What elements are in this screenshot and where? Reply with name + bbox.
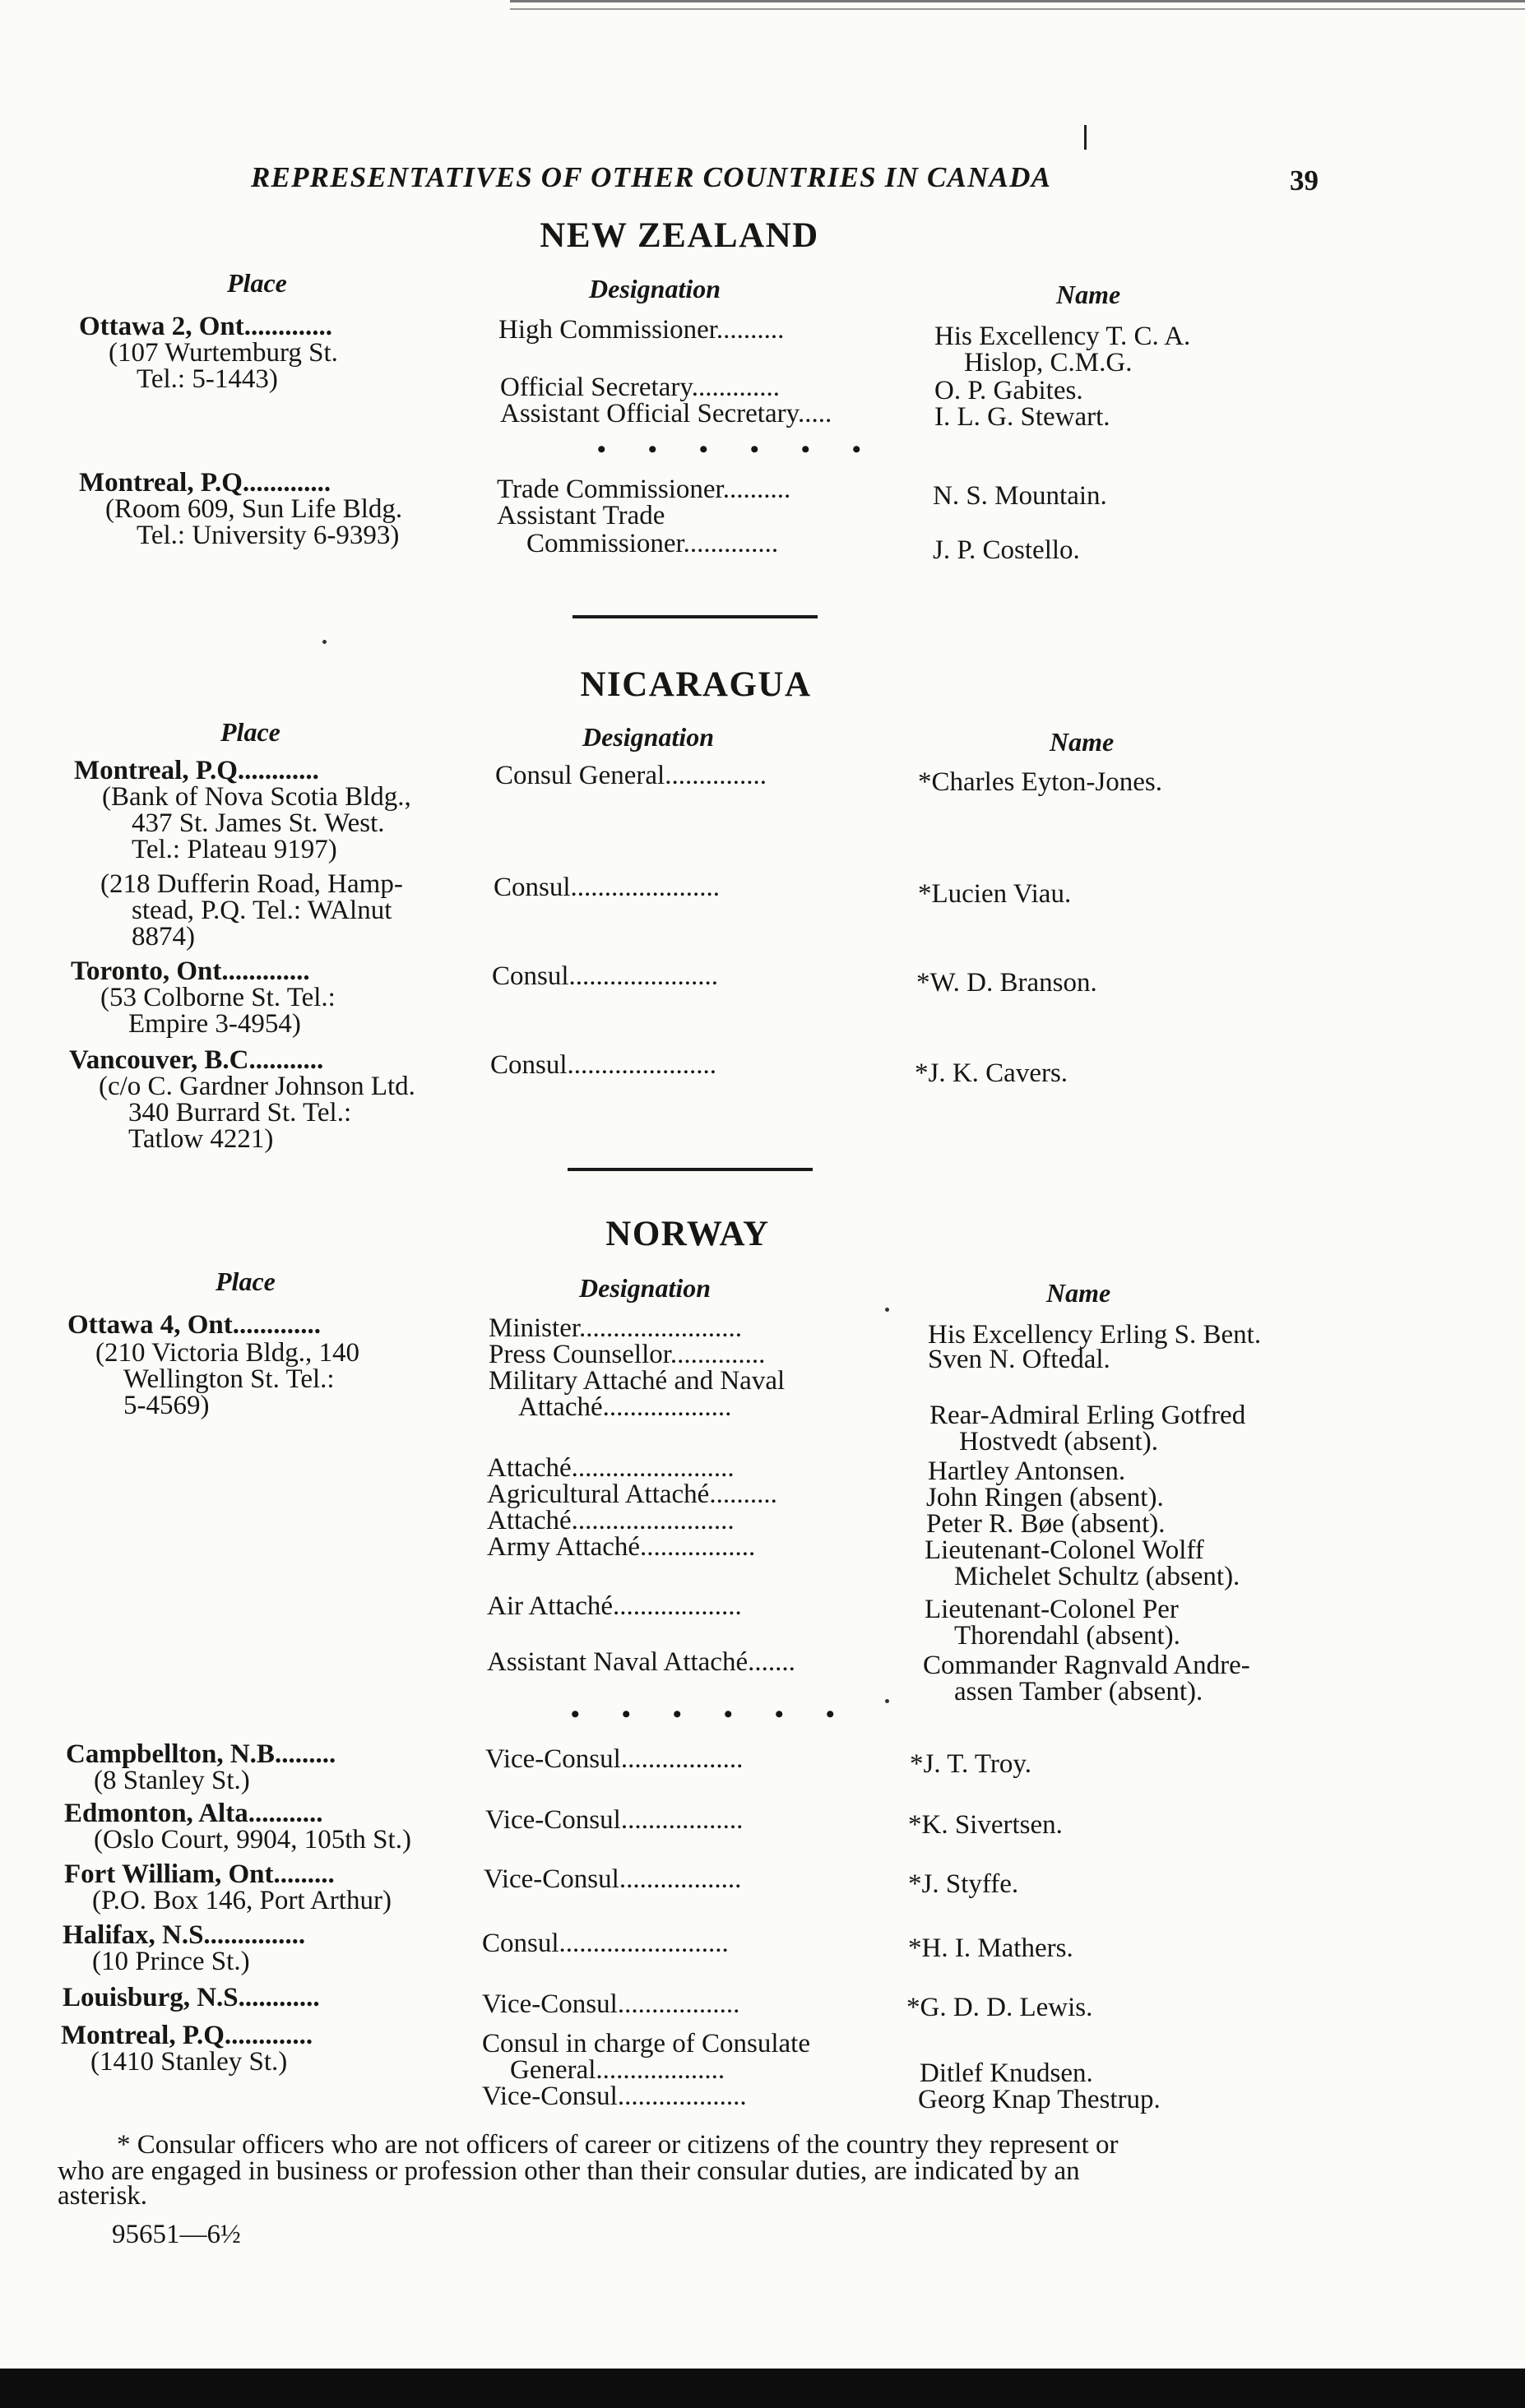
print-code: 95651—6½: [112, 2220, 241, 2249]
name: Michelet Schultz (absent).: [954, 1562, 1240, 1591]
place-city: Louisburg, N.S............: [63, 1983, 320, 2012]
designation: Official Secretary.............: [500, 373, 780, 402]
name: *Lucien Viau.: [918, 879, 1072, 909]
place-telephone: Tel.: 5-1443): [137, 364, 278, 394]
name: *Charles Eyton-Jones.: [918, 767, 1162, 797]
name: Hostvedt (absent).: [959, 1427, 1158, 1456]
place-address: 340 Burrard St. Tel.:: [128, 1098, 352, 1128]
place-address: (Bank of Nova Scotia Bldg.,: [102, 782, 411, 812]
designation: Trade Commissioner..........: [497, 475, 791, 504]
scan-edge-bottom: [0, 2369, 1525, 2408]
designation: Vice-Consul..................: [482, 1989, 740, 2019]
place-city: Montreal, P.Q.............: [61, 2021, 313, 2050]
name: Lieutenant-Colonel Wolff: [925, 1535, 1204, 1565]
designation: Air Attaché...................: [487, 1591, 742, 1621]
designation: Consul General...............: [495, 761, 767, 790]
place-city: Ottawa 4, Ont.............: [67, 1310, 321, 1340]
place-city: Halifax, N.S...............: [63, 1920, 306, 1950]
designation: Consul in charge of Consulate: [482, 2029, 810, 2058]
place-address: (107 Wurtemburg St.: [109, 338, 338, 368]
place-address: Wellington St. Tel.:: [123, 1364, 335, 1394]
place-address: (Room 609, Sun Life Bldg.: [105, 494, 403, 524]
place-city: Ottawa 2, Ont.............: [79, 312, 332, 341]
place-address: (1410 Stanley St.): [90, 2047, 288, 2077]
section-divider-dots: • • • • • •: [597, 436, 879, 463]
country-heading-norway: NORWAY: [605, 1215, 770, 1253]
name: I. L. G. Stewart.: [934, 402, 1110, 432]
designation: Attaché........................: [487, 1506, 735, 1535]
name: J. P. Costello.: [933, 535, 1080, 565]
designation: Minister........................: [489, 1313, 743, 1343]
place-address: (P.O. Box 146, Port Arthur): [92, 1886, 392, 1915]
margin-tick-mark: [1084, 125, 1087, 150]
designation: Consul......................: [490, 1050, 717, 1080]
name: Ditlef Knudsen.: [920, 2058, 1093, 2088]
place-address: (Oslo Court, 9904, 105th St.): [94, 1825, 411, 1855]
place-telephone: Tel.: University 6-9393): [137, 521, 400, 550]
designation: Military Attaché and Naval: [489, 1366, 786, 1396]
column-header-name: Name: [1046, 1278, 1111, 1308]
place-telephone: Tatlow 4221): [128, 1124, 274, 1154]
place-address: (8 Stanley St.): [94, 1766, 250, 1795]
page-number: 39: [1290, 164, 1319, 197]
place-city: Toronto, Ont.............: [71, 956, 310, 986]
print-speck: [322, 640, 327, 644]
print-speck: [885, 1308, 889, 1312]
place-city: Campbellton, N.B.........: [66, 1739, 336, 1769]
footnote-line: who are engaged in business or profession other than their consular duties, are indicated by an: [58, 2156, 1080, 2186]
designation: Commissioner..............: [526, 529, 779, 558]
designation: Consul.........................: [482, 1929, 729, 1958]
name: *J. K. Cavers.: [915, 1058, 1068, 1088]
designation: Press Counsellor..............: [489, 1340, 766, 1369]
designation: General...................: [510, 2055, 725, 2085]
column-header-designation: Designation: [579, 1273, 712, 1303]
name: *G. D. D. Lewis.: [906, 1993, 1093, 2022]
name: *W. D. Branson.: [916, 968, 1097, 998]
designation: Attaché........................: [487, 1453, 735, 1483]
footnote-line: * Consular officers who are not officers of career or citizens of the country they represent or: [117, 2130, 1119, 2160]
column-header-name: Name: [1050, 727, 1115, 757]
place-address: (210 Victoria Bldg., 140: [95, 1338, 359, 1368]
column-header-place: Place: [227, 268, 287, 298]
name: Rear-Admiral Erling Gotfred: [929, 1401, 1246, 1430]
designation: Assistant Official Secretary.....: [500, 399, 832, 428]
place-address: (10 Prince St.): [92, 1947, 250, 1976]
column-header-place: Place: [220, 717, 280, 747]
name: N. S. Mountain.: [933, 481, 1107, 511]
name: Georg Knap Thestrup.: [918, 2085, 1161, 2114]
name: Hartley Antonsen.: [928, 1456, 1126, 1486]
section-divider-dots: • • • • • •: [571, 1701, 853, 1728]
place-telephone: Tel.: Plateau 9197): [132, 835, 337, 864]
place-city: Montreal, P.Q.............: [79, 468, 331, 498]
place-telephone: 5-4569): [123, 1391, 210, 1420]
place-address: stead, P.Q. Tel.: WAlnut: [132, 896, 392, 925]
name: Peter R. Bøe (absent).: [926, 1509, 1166, 1539]
footnote-line: asterisk.: [58, 2181, 148, 2211]
designation: Assistant Naval Attaché.......: [487, 1647, 795, 1677]
place-city: Edmonton, Alta...........: [64, 1799, 323, 1828]
designation: Vice-Consul..................: [484, 1864, 742, 1894]
name: Hislop, C.M.G.: [964, 348, 1133, 377]
section-rule: [568, 1168, 813, 1171]
place-address: (218 Dufferin Road, Hamp-: [100, 869, 403, 899]
place-city: Fort William, Ont.........: [64, 1859, 335, 1889]
column-header-designation: Designation: [582, 722, 715, 752]
designation: Consul......................: [492, 961, 719, 991]
place-address: 437 St. James St. West.: [132, 808, 385, 838]
designation: Vice-Consul..................: [485, 1805, 744, 1835]
designation: High Commissioner..........: [498, 315, 785, 345]
designation: Assistant Trade: [497, 501, 665, 530]
place-address: (c/o C. Gardner Johnson Ltd.: [99, 1072, 415, 1101]
name: *J. T. Troy.: [910, 1749, 1031, 1779]
designation: Attaché...................: [518, 1392, 732, 1422]
name: John Ringen (absent).: [926, 1483, 1164, 1512]
name: His Excellency T. C. A.: [934, 322, 1191, 351]
name: *H. I. Mathers.: [908, 1933, 1073, 1963]
designation: Agricultural Attaché..........: [487, 1480, 777, 1509]
place-address: (53 Colborne St. Tel.:: [100, 983, 336, 1012]
designation: Army Attaché.................: [487, 1532, 756, 1562]
name: His Excellency Erling S. Bent.: [928, 1320, 1262, 1350]
place-city: Montreal, P.Q............: [74, 756, 319, 785]
name: assen Tamber (absent).: [954, 1677, 1203, 1706]
designation: Consul......................: [494, 873, 721, 902]
name: Commander Ragnvald Andre-: [923, 1651, 1250, 1680]
name: Thorendahl (absent).: [954, 1621, 1180, 1651]
name: O. P. Gabites.: [934, 376, 1083, 405]
designation: Vice-Consul..................: [485, 1744, 744, 1774]
print-speck: [885, 1699, 889, 1703]
column-header-name: Name: [1056, 280, 1121, 309]
place-telephone: Empire 3-4954): [128, 1009, 301, 1039]
column-header-place: Place: [216, 1267, 276, 1296]
place-city: Vancouver, B.C...........: [69, 1045, 324, 1075]
name: *J. Styffe.: [908, 1869, 1019, 1899]
name: Lieutenant-Colonel Per: [925, 1595, 1179, 1624]
name: Sven N. Oftedal.: [928, 1345, 1110, 1374]
scan-edge-top: [510, 0, 1525, 20]
designation: Vice-Consul...................: [482, 2082, 747, 2111]
column-header-designation: Designation: [589, 274, 721, 303]
country-heading-nicaragua: NICARAGUA: [580, 665, 812, 704]
name: *K. Sivertsen.: [908, 1810, 1063, 1840]
section-rule: [572, 615, 818, 618]
place-telephone: 8874): [132, 922, 195, 952]
country-heading-new-zealand: NEW ZEALAND: [540, 216, 819, 255]
running-head: REPRESENTATIVES OF OTHER COUNTRIES IN CANADA: [251, 161, 1052, 193]
